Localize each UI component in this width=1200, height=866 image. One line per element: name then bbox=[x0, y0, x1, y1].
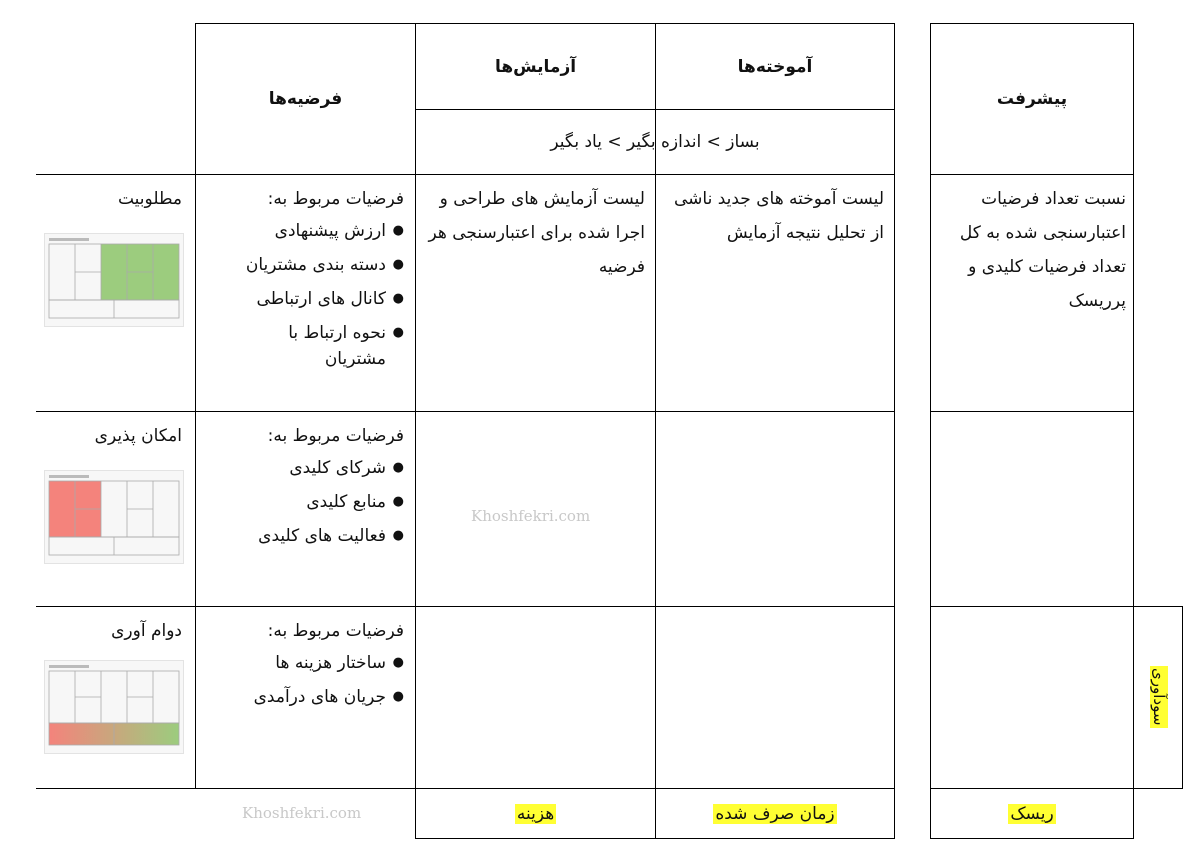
watermark: Khoshfekri.com bbox=[471, 507, 591, 525]
footer-watermark: Khoshfekri.com bbox=[242, 804, 362, 822]
footer-risk-text: ریسک bbox=[1010, 803, 1054, 824]
experiments-description: لیست آزمایش های طراحی و اجرا شده برای اعتبارسنجی هر فرضیه bbox=[428, 189, 645, 277]
list-item: ● ارزش پیشنهادی bbox=[205, 218, 404, 244]
grid-line bbox=[415, 838, 895, 839]
footer-cost-text: هزینه bbox=[516, 803, 555, 824]
header-hypotheses: فرضیه‌ها bbox=[268, 89, 343, 109]
header-cycle: بساز > اندازه بگیر > یاد بگیر bbox=[550, 132, 760, 152]
list-item: ● منابع کلیدی bbox=[205, 489, 404, 515]
row-label-viability: دوام آوری bbox=[111, 621, 182, 641]
canvas-thumbnail-viability bbox=[44, 660, 184, 754]
hypotheses-list bbox=[205, 455, 404, 549]
list-item: ● کانال های ارتباطی bbox=[205, 286, 404, 312]
hypotheses-cell-desirability bbox=[205, 182, 404, 380]
list-item: ● نحوه ارتباط با مشتریان bbox=[205, 320, 404, 372]
grid-line bbox=[930, 838, 1134, 839]
hypotheses-cell-feasibility bbox=[205, 419, 404, 557]
grid-line bbox=[36, 174, 895, 175]
grid-line bbox=[930, 174, 1134, 175]
canvas-thumbnail-desirability bbox=[44, 233, 184, 327]
grid-line bbox=[36, 411, 895, 412]
hypotheses-cell-viability bbox=[205, 614, 404, 718]
list-item: ● فعالیت های کلیدی bbox=[205, 523, 404, 549]
header-experiments: آزمایش‌ها bbox=[494, 56, 577, 77]
list-item: ● جریان های درآمدی bbox=[205, 684, 404, 710]
learnings-description: لیست آموخته های جدید ناشی از تحلیل نتیجه آزمایش bbox=[673, 189, 884, 243]
grid-line bbox=[36, 606, 895, 607]
grid-line bbox=[930, 411, 1134, 412]
grid-line bbox=[894, 23, 895, 839]
header-learnings: آموخته‌ها bbox=[737, 56, 813, 77]
hypotheses-list bbox=[205, 218, 404, 372]
list-item: ● شرکای کلیدی bbox=[205, 455, 404, 481]
canvas-thumbnail-feasibility bbox=[44, 470, 184, 564]
footer-risk bbox=[931, 789, 1133, 838]
hypotheses-intro: فرضیات مربوط به: bbox=[267, 426, 404, 446]
list-item: ● دسته بندی مشتریان bbox=[205, 252, 404, 278]
list-item: ● ساختار هزینه ها bbox=[205, 650, 404, 676]
footer-time-text: زمان صرف شده bbox=[715, 803, 835, 824]
grid-line bbox=[1133, 23, 1134, 839]
header-progress: پیشرفت bbox=[996, 89, 1068, 109]
progress-description: نسبت تعداد فرضیات اعتبارسنجی شده به کل تعداد فرضیات کلیدی و پرریسک bbox=[959, 189, 1126, 311]
profitability-text: سودآوری bbox=[1150, 668, 1168, 726]
row-label-desirability: مطلوبیت bbox=[117, 189, 182, 209]
profitability-label bbox=[1135, 606, 1183, 788]
hypotheses-intro: فرضیات مربوط به: bbox=[267, 189, 404, 209]
hypotheses-list bbox=[205, 650, 404, 710]
row-label-feasibility: امکان پذیری bbox=[94, 426, 182, 446]
hypotheses-intro: فرضیات مربوط به: bbox=[267, 621, 404, 641]
footer-time bbox=[656, 789, 894, 838]
footer-cost bbox=[416, 789, 655, 838]
